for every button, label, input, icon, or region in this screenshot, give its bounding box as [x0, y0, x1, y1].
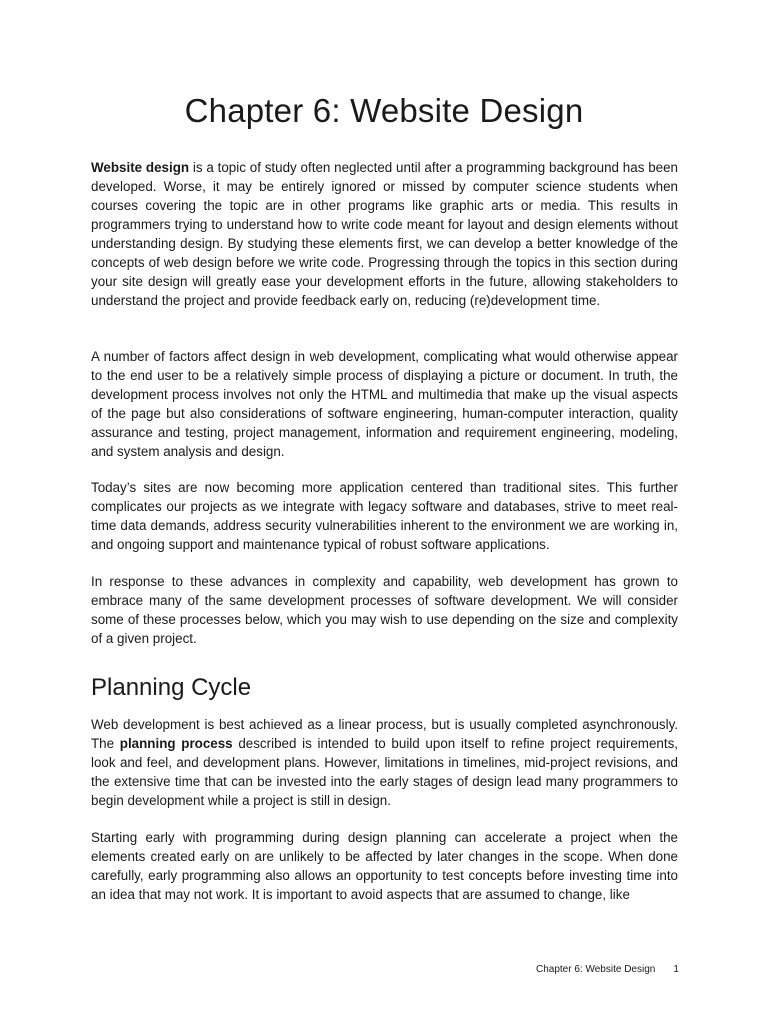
paragraph-development-processes: In response to these advances in complexity and capability, web development has grown to embrace many of the same development processes of software development. We will consider some of these processes below, which you may wish to use depending on the size and complexity of a given project. — [91, 574, 678, 646]
paragraph-early-programming: Starting early with programming during design planning can accelerate a project when the elements created early on are unlikely to be affected by later changes in the scope. When done carefully, early programming also allows an opportunity to test concepts before investing time into an idea that may not work. It is important to avoid aspects that are assumed to change, like — [91, 830, 678, 902]
section-heading-planning-cycle: Planning Cycle — [91, 674, 252, 701]
planning-process-term: planning process — [119, 736, 233, 751]
chapter-title: Chapter 6: Website Design — [184, 92, 584, 129]
paragraph-factors: A number of factors affect design in web development, complicating what would otherwise appear to the end user to be a relatively simple process of displaying a picture or document. In truth, the development process involves not only the HTML and multimedia that make up the visual aspects of the page but also considerations of software engineering, human-computer interaction, quality assurance and testing, project management, information and requirement engineering, modeling, and system analysis and design. — [91, 349, 678, 459]
intro-text: is a topic of study often neglected until after a programming background has been developed. Worse, it may be entirely ignored or missed by computer science students when courses covering the topic are in other programs like graphic arts or media. This results in programmers trying to understand how to write code meant for layout and design elements without understanding design. By studying these elements first, we can develop a better knowledge of the concepts of web design before we write code. Progressing through the topics in this section during your site design will greatly ease your development efforts in the future, allowing stakeholders to understand the project and provide feedback early on, reducing (re)development time. — [91, 160, 678, 308]
planning-text-after: described is intended to build upon itself to refine project requirements, look and feel, and development plans. However, limitations in timelines, mid-project revisions, and the extensive time that can be invested into the early stages of design lead many programmers to begin development while a project is still in design. — [91, 736, 678, 808]
page-footer — [536, 964, 679, 975]
footer-page-number: 1 — [673, 964, 679, 975]
footer-chapter: Chapter 6: Website Design — [536, 964, 656, 975]
intro-term: Website design — [91, 160, 190, 175]
paragraph-planning-process — [91, 715, 678, 810]
paragraph-application-sites: Today’s sites are now becoming more application centered than traditional sites. This further complicates our projects as we integrate with legacy software and databases, strive to meet real-time data demands, address security vulnerabilities inherent to the environment we are working in, and ongoing support and maintenance typical of robust software applications. — [91, 480, 678, 552]
planning-text-before: Web development is best achieved as a linear process, but is usually completed asynchronously. The — [91, 717, 678, 751]
intro-paragraph — [91, 158, 678, 310]
